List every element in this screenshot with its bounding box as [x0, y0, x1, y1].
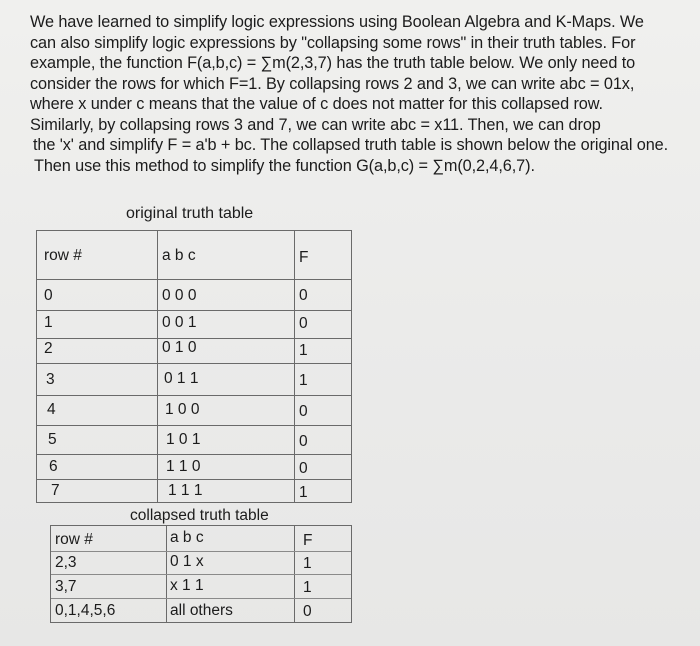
- row-number: 0,1,4,5,6: [55, 602, 116, 619]
- statement-line: Then use this method to simplify the function G(a,b,c) = ∑m(0,2,4,6,7).: [34, 156, 535, 175]
- statement-line: consider the rows for which F=1. By collapsing rows 2 and 3, we can write abc = 01x,: [30, 74, 635, 93]
- collapsed-table-caption: collapsed truth table: [130, 507, 269, 524]
- row-f: 1: [303, 555, 312, 572]
- row-abc: all others: [170, 602, 233, 619]
- statement-line: can also simplify logic expressions by "collapsing some rows" in their truth tables. For: [30, 33, 636, 52]
- header-row-number: row #: [44, 247, 82, 264]
- row-abc: 0 0 1: [162, 314, 197, 331]
- row-abc: 1 1 1: [168, 482, 203, 499]
- row-abc: 1 1 0: [166, 458, 201, 475]
- row-f: 0: [303, 603, 312, 620]
- row-f: 0: [299, 287, 308, 304]
- row-f: 1: [299, 484, 308, 501]
- header-abc: a b c: [170, 529, 204, 546]
- statement-line: example, the function F(a,b,c) = ∑m(2,3,7) has the truth table below. We only need to: [30, 54, 636, 72]
- header-f: F: [299, 249, 309, 266]
- row-abc: 1 0 0: [165, 401, 200, 418]
- statement-line: the 'x' and simplify F = a'b + bc. The collapsed truth table is shown below the original one.: [33, 136, 669, 154]
- statement-line: where x under c means that the value of c does not matter for this collapsed row.: [30, 95, 603, 113]
- row-number: 2: [44, 340, 53, 357]
- row-number: 6: [49, 458, 58, 475]
- row-f: 1: [299, 372, 308, 389]
- row-f: 1: [299, 342, 308, 359]
- row-f: 0: [299, 460, 308, 477]
- row-number: 4: [47, 401, 56, 418]
- row-number: 3: [46, 371, 55, 388]
- row-number: 3,7: [55, 578, 77, 595]
- original-table-caption: original truth table: [126, 205, 254, 222]
- row-abc: x 1 1: [170, 577, 204, 594]
- row-abc: 0 1 1: [164, 370, 199, 387]
- row-abc: 1 0 1: [166, 431, 201, 448]
- row-number: 2,3: [55, 554, 77, 571]
- collapsed-truth-table: [50, 525, 352, 623]
- row-abc: 0 1 0: [162, 339, 197, 356]
- row-f: 0: [299, 433, 308, 450]
- row-abc: 0 1 x: [170, 553, 204, 570]
- row-f: 0: [299, 315, 308, 332]
- statement-line: Similarly, by collapsing rows 3 and 7, we can write abc = x11. Then, we can drop: [30, 115, 601, 134]
- row-f: 0: [299, 403, 308, 420]
- row-abc: 0 0 0: [162, 287, 197, 304]
- header-f: F: [303, 532, 313, 549]
- row-number: 0: [44, 287, 53, 304]
- row-number: 5: [48, 431, 57, 448]
- header-abc: a b c: [162, 247, 196, 264]
- row-number: 1: [44, 314, 53, 331]
- row-f: 1: [303, 579, 312, 596]
- row-number: 7: [51, 482, 60, 499]
- header-row-number: row #: [55, 531, 93, 548]
- statement-line: We have learned to simplify logic expressions using Boolean Algebra and K-Maps. We: [30, 13, 644, 31]
- original-truth-table: [36, 230, 352, 503]
- problem-statement: [30, 12, 690, 176]
